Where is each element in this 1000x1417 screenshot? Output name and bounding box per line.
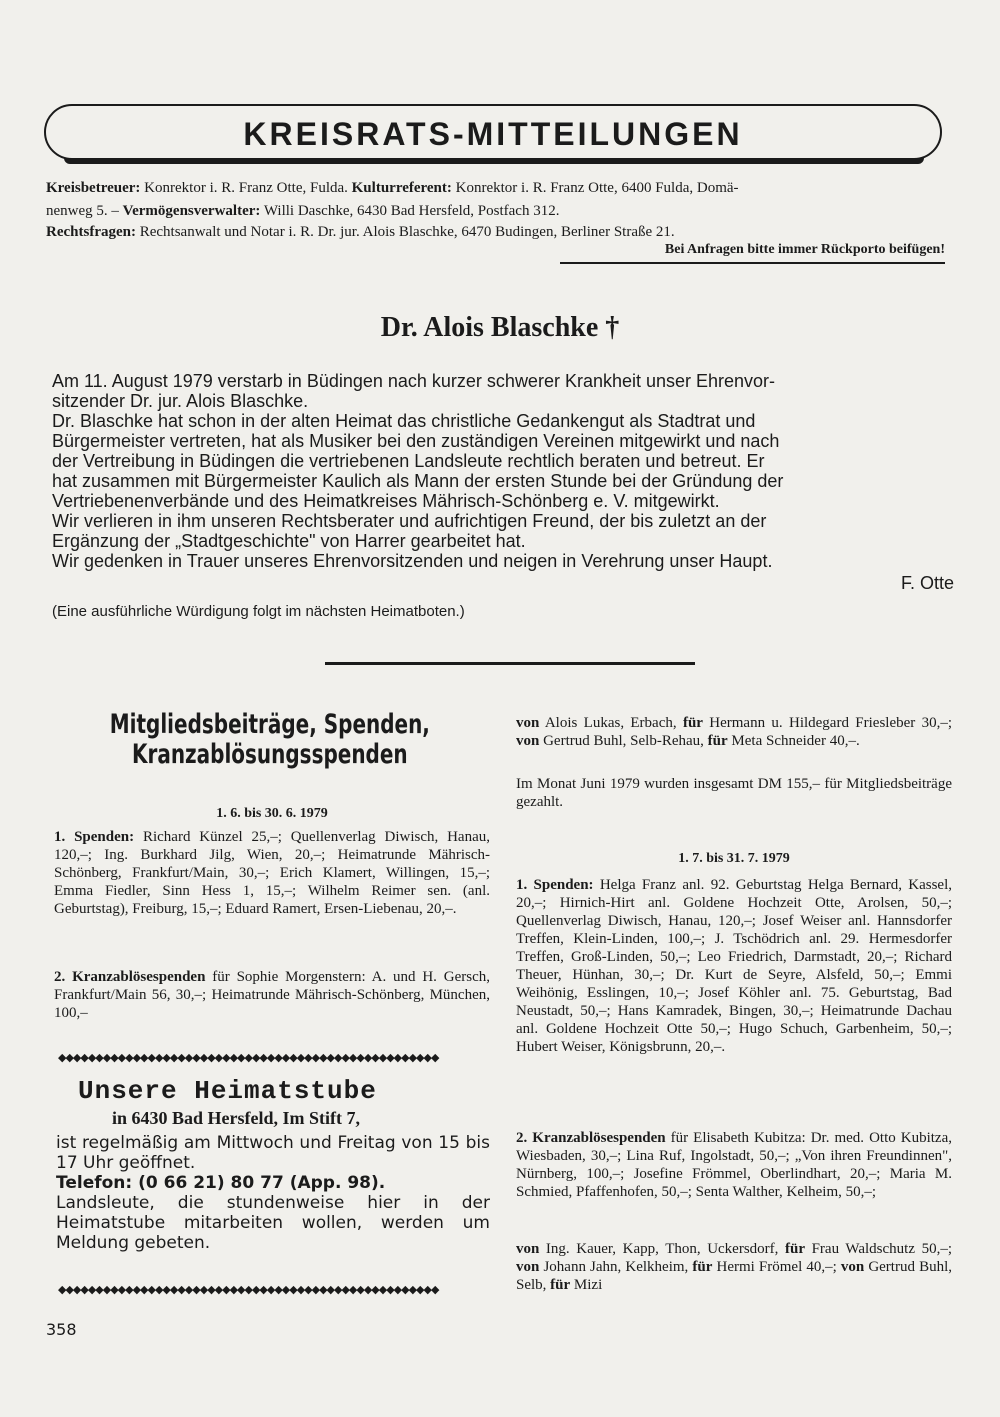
obituary-line: hat zusammen mit Bürgermeister Kaulich als Mann der ersten Stunde bei der Gründung der [52,471,784,491]
contact-text: Willi Daschke, 6430 Bad Hersfeld, Postfach 312. [260,203,560,219]
june-membership-total: Im Monat Juni 1979 wurden insgesamt DM 155,– für Mitgliedsbeiträge gezahlt. [516,776,952,810]
donations-title-line: Kranzablösungsspenden [132,739,408,770]
section-label: 1. Spenden: [54,829,135,845]
obituary-line: Bürgermeister vertreten, hat als Musiker bei den zuständigen Vereinen mitgewirkt und nach [52,431,780,451]
obituary-line: der Vertreibung in Büdingen die vertriebenen Landsleute rechtlich beraten und betreut. Er [52,451,765,471]
june-wreath-donations [54,968,490,1022]
section-text: für Elisabeth Kubitza: Dr. med. Otto Kubitza, Wiesbaden, 30,–; Lina Ruf, Ingolstadt, 50,–; „Von ihren Freundinnen", Nürnberg, 100,–; Josefine Frömmel, Oberlindhart, 20,–; Maria M. Schmied, Pfaffenhofen, 50,–; Senta Walther, Kelheim, 50,–; [516,1130,953,1200]
section-text: Hermi Frömel 40,–; [712,1259,841,1275]
section-text: Mizi [570,1277,603,1293]
postage-notice: Bei Anfragen bitte immer Rückporto beifügen! [664,242,945,257]
heimatstube-phone: Telefon: (0 66 21) 80 77 (App. 98). [56,1173,386,1193]
section-divider [325,662,695,665]
contact-label: Vermögensverwalter: [122,203,261,219]
july-donations [516,876,952,1056]
contact-label: Kreisbetreuer: [46,180,141,196]
heimatstube-call: Landsleute, die stundenweise hier in der Heimatstube mitarbeiten wollen, werden um Meldung gebeten. [56,1193,490,1253]
section-label: 2. Kranzablösespenden [54,969,206,985]
von-label: von [840,1259,865,1275]
von-label: von [516,715,540,731]
obituary-line: Wir verlieren in ihm unseren Rechtsberater und aufrichtigen Freund, der bis zuletzt an der [52,511,767,531]
von-label: von [516,1259,540,1275]
contact-label: Rechtsfragen: [46,224,136,240]
section-text: Ing. Kauer, Kapp, Thon, Uckersdorf, [539,1241,785,1257]
june-wreath-continued [516,714,952,750]
page-title: KREISRATS-MITTEILUNGEN [243,116,743,152]
obituary-line: sitzender Dr. jur. Alois Blaschke. [52,391,309,411]
heimatstube-body [56,1133,490,1253]
obituary-line: Am 11. August 1979 verstarb in Büdingen nach kurzer schwerer Krankheit unser Ehrenvor- [52,371,776,391]
section-text: Helga Franz anl. 92. Geburtstag Helga Bernard, Kassel, 20,–; Hirnich-Hirt anl. Goldene Hochzeit Otte, Arolsen, 50,–; Quellenverlag Diwisch, Hanau, 120,–; Josef Weiser anl. Hannsdorfer Treffen, Klein-Linden, 100,–; J. Tschödrich anl. 29. Hermesdorfer Treffen, Groß-Linden, 50,–; Leo Friedrich, Darmstadt, 20,–; Richard Theuer, Hünhan, 30,–; Dr. Kurt de Seyre, Alsfeld, 50,–; Emmi Weihönig, Esslingen, 10,–; Josef Köhler anl. 75. Geburtstag, Bad Neustadt, 50,–; Hans Kamradek, Bingen, 30,–; Heimatrunde Dachau anl. Goldene Hochzeit Otte 50,–; Hugo Schuch, Garbenheim, 50,–; Hubert Weiser, Königsbrunn, 20,–. [516,877,952,1055]
donations-title-line: Mitgliedsbeiträge, Spenden, [109,709,430,740]
obituary-line: Vertriebenenverbände und des Heimatkreises Mährisch-Schönberg e. V. mitgewirkt. [52,491,720,511]
notice-underline [560,262,945,264]
obituary-line: Ergänzung der „Stadtgeschichte" von Harrer gearbeitet hat. [52,531,526,551]
header-banner [44,104,942,160]
section-label: 1. Spenden: [516,877,594,893]
fuer-label: für [692,1259,713,1275]
obituary-title: Dr. Alois Blaschke † [380,312,620,343]
donations-title [90,710,450,770]
fuer-label: für [550,1277,571,1293]
july-wreath-donations [516,1129,952,1201]
section-text: Meta Schneider 40,–. [727,733,860,749]
heimatstube-title: Unsere Heimatstube [78,1076,377,1106]
contacts-line-1 [46,178,946,198]
section-label: 2. Kranzablösespenden [516,1130,666,1146]
period-heading: 1. 6. bis 30. 6. 1979 [216,806,328,821]
von-label: von [516,1241,540,1257]
heimatstube-hours: ist regelmäßig am Mittwoch und Freitag von 15 bis 17 Uhr geöffnet. [56,1133,490,1173]
contacts-line-3 [46,222,946,242]
obituary-note: (Eine ausführliche Würdigung folgt im nächsten Heimatboten.) [52,603,465,620]
contacts-line-2 [46,201,946,221]
section-text: Hermann u. Hildegard Friesleber 30,–; [702,715,953,731]
june-donations [54,828,490,918]
page-number: 358 [46,1320,77,1339]
von-label: von [516,733,540,749]
fuer-label: für [682,715,703,731]
period-heading: 1. 7. bis 31. 7. 1979 [678,851,790,866]
signature: F. Otte [900,573,954,593]
fuer-label: für [785,1241,805,1257]
fuer-label: für [707,733,728,749]
section-text: Alois Lukas, Erbach, [539,715,683,731]
section-text: Gertrud Buhl, Selb-Rehau, [539,733,708,749]
section-text: Richard Künzel 25,–; Quellenverlag Diwisch, Hanau, 120,–; Ing. Burkhard Jilg, Wien, 20,–; Heimatrunde Mährisch-Schönberg, Frankfurt/Main, 30,–; Erich Klamert, Willingen, 15,–; Emma Fiedler, Sinn Hess 1, 15,–; Wilhelm Reimer sen. (anl. Geburtstag), Freiburg, 15,–; Eduard Ramert, Ersen-Liebenau, 20,–. [54,829,490,917]
heimatstube-address: in 6430 Bad Hersfeld, Im Stift 7, [112,1108,361,1128]
obituary-line: Wir gedenken in Trauer unseres Ehrenvorsitzenden und neigen in Verehrung unser Haupt. [52,551,773,571]
diamond-border: ◆◆◆◆◆◆◆◆◆◆◆◆◆◆◆◆◆◆◆◆◆◆◆◆◆◆◆◆◆◆◆◆◆◆◆◆◆◆◆◆◆◆◆◆◆◆◆◆◆◆◆ [58,1052,439,1064]
section-text: für Sophie Morgenstern: A. und H. Gersch, Frankfurt/Main 56, 30,–; Heimatrunde Mährisch-Schönberg, München, 100,– [54,969,490,1021]
contact-text: Konrektor i. R. Franz Otte, 6400 Fulda, Domä- [451,180,739,196]
july-wreath-continued [516,1240,952,1294]
obituary-line: Dr. Blaschke hat schon in der alten Heimat das christliche Gedankengut als Stadtrat und [52,411,756,431]
diamond-border: ◆◆◆◆◆◆◆◆◆◆◆◆◆◆◆◆◆◆◆◆◆◆◆◆◆◆◆◆◆◆◆◆◆◆◆◆◆◆◆◆◆◆◆◆◆◆◆◆◆◆◆ [58,1284,439,1296]
contact-text: Konrektor i. R. Franz Otte, Fulda. [140,180,352,196]
contact-label: Kulturreferent: [351,180,452,196]
obituary-body [52,371,954,571]
contact-text: nenweg 5. – [46,203,123,219]
section-text: Johann Jahn, Kelkheim, [539,1259,693,1275]
contact-text: Rechtsanwalt und Notar i. R. Dr. jur. Alois Blaschke, 6470 Budingen, Berliner Straße 21. [135,224,675,240]
section-text: Frau Waldschutz 50,–; [805,1241,952,1257]
section-text: Gertrud Buhl, Selb, [516,1259,952,1293]
